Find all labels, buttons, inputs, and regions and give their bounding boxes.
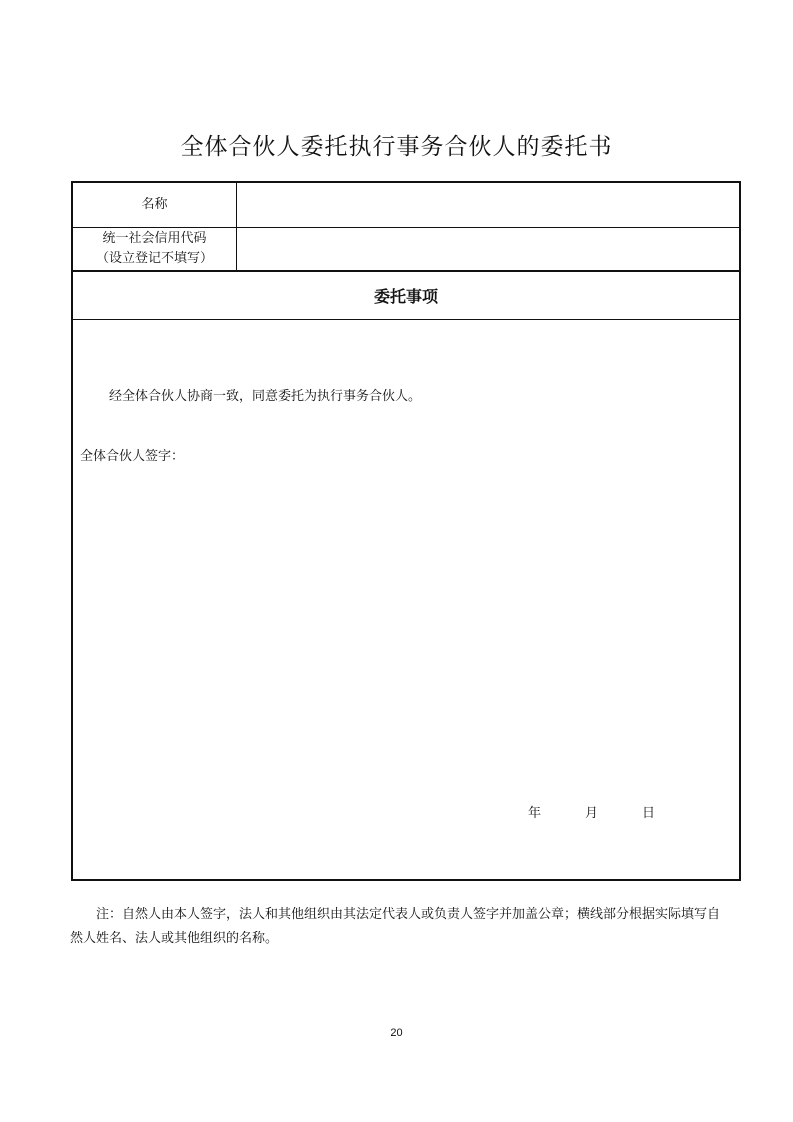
name-value-field[interactable] [237, 183, 739, 227]
day-label: 日 [642, 806, 656, 821]
document-title: 全体合伙人委托执行事务合伙人的委托书 [180, 134, 613, 160]
name-label: 名称 [141, 197, 168, 212]
credit-code-label: 统一社会信用代码 [102, 231, 207, 246]
credit-code-row [73, 228, 739, 272]
credit-code-value-field[interactable] [237, 228, 739, 270]
name-row [73, 183, 739, 228]
page-number: 20 [390, 1027, 403, 1039]
year-label: 年 [528, 806, 542, 821]
signature-label: 全体合伙人签字： [80, 449, 185, 464]
authorization-form [71, 181, 741, 881]
credit-code-note: （设立登记不填写） [95, 251, 213, 266]
name-label-cell [73, 183, 237, 227]
consent-text: 经全体合伙人协商一致，同意委托为执行事务合伙人。 [109, 389, 422, 404]
footnote: 注：自然人由本人签字，法人和其他组织由其法定代表人或负责人签字并加盖公章；横线部分根据实际填写自然人姓名、法人或其他组织的名称。 [70, 907, 721, 946]
section-heading-row [73, 272, 739, 320]
month-label: 月 [585, 806, 599, 821]
section-heading: 委托事项 [373, 287, 438, 306]
credit-code-label-cell [73, 228, 237, 270]
